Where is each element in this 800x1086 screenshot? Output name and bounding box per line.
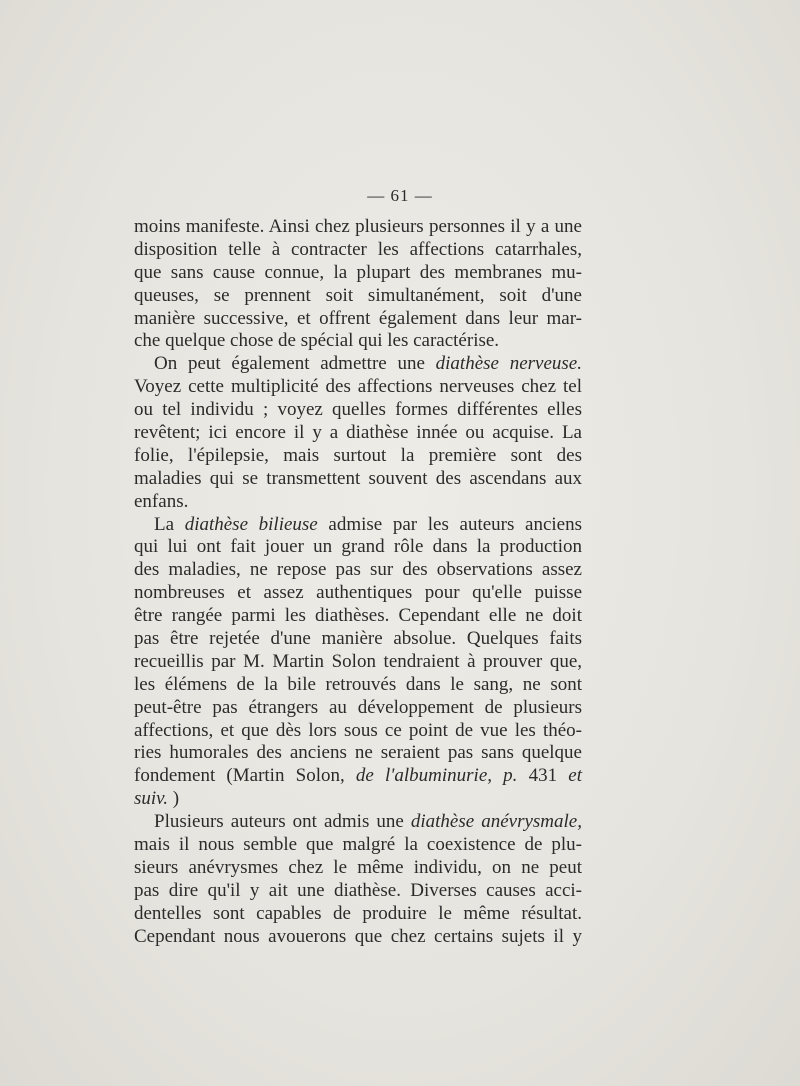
text-segment: queuses, se prennent soit simultanément, soit d'une <box>134 284 582 306</box>
text-line <box>134 216 582 239</box>
text-line <box>134 536 582 559</box>
text-line <box>134 353 582 376</box>
text-segment: Cependant nous avouerons que chez certains sujets il y <box>134 925 582 947</box>
text-line <box>134 262 582 285</box>
text-segment: Plusieurs auteurs ont admis une <box>154 811 411 833</box>
text-segment: être rangée parmi les diathèses. Cependant elle ne doit <box>134 605 582 627</box>
text-segment: nombreuses et assez authentiques pour qu'elle puisse <box>134 582 582 604</box>
text-line <box>134 376 582 399</box>
text-line <box>134 926 582 949</box>
text-segment: pas dire qu'il y ait une diathèse. Diverses causes acci- <box>134 879 582 901</box>
text-line <box>134 308 582 331</box>
text-line <box>134 857 582 880</box>
text-line <box>134 514 582 537</box>
text-line <box>134 720 582 743</box>
text-line <box>134 491 582 514</box>
text-segment: admise par les auteurs anciens <box>317 513 582 535</box>
text-line <box>134 468 582 491</box>
text-segment: que sans cause connue, la plupart des membranes mu- <box>134 261 582 283</box>
text-segment: enfans. <box>134 490 189 512</box>
text-segment: dentelles sont capables de produire le même résultat. <box>134 902 582 924</box>
text-segment: peut-être pas étrangers au développement de plusieurs <box>134 696 582 718</box>
text-line <box>134 651 582 674</box>
text-segment: des maladies, ne repose pas sur des observations assez <box>134 559 582 581</box>
italic-text: de l'albuminurie, p. <box>355 765 518 787</box>
text-line <box>134 788 582 811</box>
text-line <box>134 582 582 605</box>
text-segment: sieurs anévrysmes chez le même individu, on ne peut <box>134 856 582 878</box>
body-text <box>134 216 582 949</box>
italic-text: suiv. <box>134 788 168 810</box>
text-segment: 431 <box>517 765 569 787</box>
text-line <box>134 742 582 765</box>
text-segment: ) <box>167 788 180 810</box>
text-segment: maladies qui se transmettent souvent des ascendans aux <box>134 467 582 489</box>
text-line <box>134 422 582 445</box>
italic-text: diathèse anévrysmale, <box>410 811 582 833</box>
text-segment: fondement (Martin Solon, <box>134 765 356 787</box>
text-segment: qui lui ont fait jouer un grand rôle dans la production <box>134 536 582 558</box>
text-segment: che quelque chose de spécial qui les caractérise. <box>134 330 500 352</box>
text-segment: La <box>154 513 185 535</box>
text-segment: On peut également admettre une <box>154 353 436 375</box>
text-segment: manière successive, et offrent également dans leur mar- <box>134 307 582 329</box>
text-line <box>134 239 582 262</box>
text-segment: folie, l'épilepsie, mais surtout la première sont des <box>134 444 582 466</box>
text-line <box>134 330 582 353</box>
text-segment: ries humorales des anciens ne seraient pas sans quelque <box>134 742 582 764</box>
text-segment: revêtent; ici encore il y a diathèse innée ou acquise. La <box>134 422 582 444</box>
text-line <box>134 445 582 468</box>
text-segment: affections, et que dès lors sous ce point de vue les théo- <box>134 719 582 741</box>
text-segment: disposition telle à contracter les affections catarrhales, <box>134 238 582 260</box>
italic-text: diathèse nerveuse. <box>435 353 582 375</box>
text-segment: recueillis par M. Martin Solon tendraient à prouver que, <box>134 650 582 672</box>
text-segment: moins manifeste. Ainsi chez plusieurs personnes il y a une <box>134 216 582 237</box>
text-line <box>134 559 582 582</box>
text-segment: Voyez cette multiplicité des affections nerveuses chez tel <box>134 376 582 398</box>
italic-text: diathèse bilieuse <box>184 513 318 535</box>
text-segment: ou tel individu ; voyez quelles formes différentes elles <box>134 399 582 421</box>
text-line <box>134 674 582 697</box>
text-line <box>134 285 582 308</box>
text-line <box>134 765 582 788</box>
text-segment: pas être rejetée d'une manière absolue. Quelques faits <box>134 628 582 650</box>
page-number: — 61 — <box>367 186 433 205</box>
text-segment: les élémens de la bile retrouvés dans le sang, ne sont <box>134 673 582 695</box>
text-line <box>134 628 582 651</box>
text-line <box>134 697 582 720</box>
text-line <box>134 811 582 834</box>
text-line <box>134 399 582 422</box>
text-line <box>134 834 582 857</box>
text-line <box>134 903 582 926</box>
text-line <box>134 880 582 903</box>
text-line <box>134 605 582 628</box>
text-segment: mais il nous semble que malgré la coexistence de plu- <box>134 834 582 856</box>
italic-text: et <box>568 765 583 787</box>
